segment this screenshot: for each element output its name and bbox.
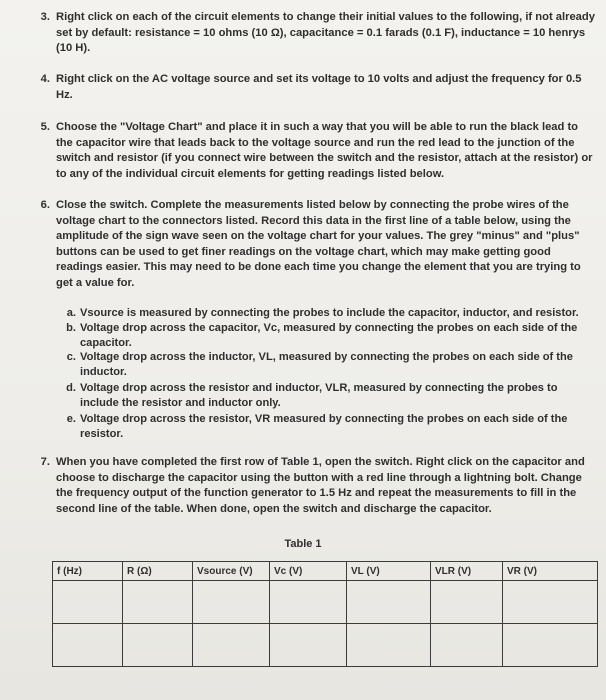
column-header: VLR (V) — [431, 562, 503, 581]
step-3 — [40, 10, 596, 57]
substep-c — [66, 350, 580, 379]
table-cell[interactable] — [193, 581, 270, 624]
text-line: Voltage drop across the resistor and inductor, VLR, measured by connecting the probes to — [80, 382, 558, 394]
text-line: readings easier. This may need to be done each time you change the element that you are trying to — [56, 261, 581, 273]
table-row — [53, 581, 598, 624]
text-line: to any of the individual circuit elements for getting readings listed below. — [56, 167, 445, 180]
text-line: inductor. — [80, 365, 127, 378]
substep-letter: a. — [66, 307, 76, 319]
step-number: 7. — [40, 456, 50, 468]
text-line: set by default: resistance = 10 ohms (10 Ω), capacitance = 0.1 farads (0.1 F), inductance = 10 henrys — [56, 26, 586, 39]
table-cell[interactable] — [270, 624, 347, 667]
step-number: 4. — [40, 73, 50, 85]
table-cell[interactable] — [431, 581, 503, 624]
column-header: Vc (V) — [270, 562, 347, 581]
text-line: Vsource is measured by connecting the probes to include the capacitor, inductor, and resistor. — [80, 307, 579, 319]
column-header: R (Ω) — [123, 562, 193, 581]
table-cell[interactable] — [53, 624, 123, 667]
text-line: Voltage drop across the inductor, VL, measured by connecting the probes on each side of the — [80, 351, 573, 363]
substep-d — [66, 381, 580, 410]
step-4 — [40, 72, 596, 103]
text-line: Hz. — [56, 88, 73, 101]
text-line: Voltage drop across the capacitor, Vc, measured by connecting the probes on each side of the — [80, 322, 578, 334]
table-cell[interactable] — [503, 581, 598, 624]
text-line: Voltage drop across the resistor, VR measured by connecting the probes on each side of the — [80, 413, 568, 425]
text-line: Close the switch. Complete the measurements listed below by connecting the probe wires of the — [56, 199, 569, 211]
text-line: switch and resistor (if you connect wire between the switch and the resistor, attach at the resistor) or — [56, 152, 593, 164]
table-cell[interactable] — [123, 624, 193, 667]
text-line: the capacitor wire that leads back to the voltage source and run the red lead to the junction of the — [56, 136, 575, 149]
text-line: second line of the table. When done, open the switch and discharge the capacitor. — [56, 502, 492, 515]
step-number: 3. — [40, 11, 50, 23]
table-cell[interactable] — [503, 624, 598, 667]
substep-letter: e. — [66, 413, 76, 425]
table-cell[interactable] — [270, 581, 347, 624]
substep-letter: b. — [66, 322, 76, 334]
text-line: (10 H). — [56, 42, 91, 54]
text-line: capacitor. — [80, 336, 132, 349]
step-6 — [40, 198, 596, 291]
table-header-row — [53, 562, 598, 581]
table-cell[interactable] — [123, 581, 193, 624]
substep-e — [66, 412, 580, 441]
text-line: voltage chart to the connectors listed. Record this data in the first line of a table below, using the — [56, 214, 571, 227]
substep-a — [66, 306, 580, 321]
text-line: Right click on each of the circuit elements to change their initial values to the following, if not already — [56, 11, 595, 23]
text-line: resistor. — [80, 427, 124, 440]
step-7 — [40, 455, 596, 517]
step-5 — [40, 120, 596, 182]
substep-b — [66, 321, 580, 350]
column-header: Vsource (V) — [193, 562, 270, 581]
text-line: include the resistor and inductor only. — [80, 396, 281, 409]
column-header: f (Hz) — [53, 562, 123, 581]
table-caption: Table 1 — [284, 538, 322, 550]
table-cell[interactable] — [347, 581, 431, 624]
text-line: get a value for. — [56, 276, 135, 289]
step-number: 6. — [40, 199, 50, 211]
column-header: VR (V) — [503, 562, 598, 581]
table-cell[interactable] — [53, 581, 123, 624]
text-line: choose to discharge the capacitor using the button with a red line through a lightning bolt. Change — [56, 471, 582, 484]
data-table — [52, 561, 598, 667]
table-row — [53, 624, 598, 667]
text-line: amplitude of the sign wave seen on the voltage chart for your values. The grey "minus" and "plus" — [56, 230, 580, 242]
table-cell[interactable] — [193, 624, 270, 667]
text-line: the frequency output of the function generator to 1.5 Hz and repeat the measurements to fill in the — [56, 487, 577, 499]
substep-letter: d. — [66, 382, 76, 394]
text-line: When you have completed the first row of Table 1, open the switch. Right click on the capacitor and — [56, 456, 585, 468]
text-line: Choose the "Voltage Chart" and place it in such a way that you will be able to run the black lead to — [56, 121, 579, 133]
substep-letter: c. — [66, 351, 76, 363]
column-header: VL (V) — [347, 562, 431, 581]
table-cell[interactable] — [431, 624, 503, 667]
text-line: buttons can be used to get finer readings on the voltage chart, which may make getting good — [56, 245, 551, 258]
text-line: Right click on the AC voltage source and set its voltage to 10 volts and adjust the frequency for 0.5 — [56, 73, 582, 85]
table-cell[interactable] — [347, 624, 431, 667]
step-number: 5. — [40, 121, 50, 133]
